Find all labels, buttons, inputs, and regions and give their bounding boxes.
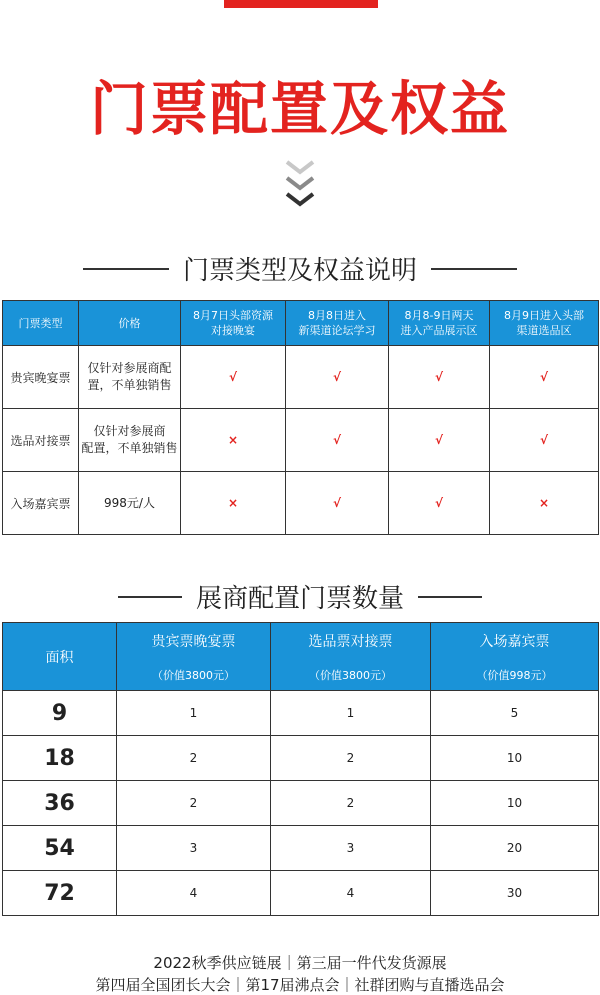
count-cell: 20 [431,826,599,871]
table-header: 面积 [3,623,117,691]
ticket-price: 仅针对参展商 配置，不单独销售 [79,409,181,472]
area-cell: 18 [3,736,117,781]
section-title-exhibitor-quota: 展商配置门票数量 [0,578,600,615]
check-icon: √ [286,409,389,472]
table-row [3,871,599,916]
count-cell: 1 [271,691,431,736]
check-icon: √ [181,346,286,409]
table-header: 贵宾票晚宴票 （价值3800元） [117,623,271,691]
table-row [3,736,599,781]
table-row [3,781,599,826]
table-row [3,691,599,736]
cross-icon: × [490,472,599,535]
check-icon: √ [490,409,599,472]
cross-icon: × [181,409,286,472]
table-header: 8月7日头部资源 对接晚宴 [181,301,286,346]
count-cell: 4 [271,871,431,916]
ticket-type: 入场嘉宾票 [3,472,79,535]
footer-line-1: 2022秋季供应链展｜第三届一件代发货源展 [153,954,447,972]
count-cell: 10 [431,781,599,826]
table-header: 门票类型 [3,301,79,346]
table-header: 8月9日进入头部 渠道选品区 [490,301,599,346]
ticket-rights-table [2,300,599,535]
check-icon: √ [389,472,490,535]
cross-icon: × [181,472,286,535]
table-row [3,472,599,535]
table-header: 8月8-9日两天 进入产品展示区 [389,301,490,346]
exhibitor-quota-table [2,622,599,916]
check-icon: √ [389,346,490,409]
check-icon: √ [490,346,599,409]
divider [83,268,169,270]
table-row [3,409,599,472]
area-cell: 9 [3,691,117,736]
check-icon: √ [286,346,389,409]
divider [118,596,182,598]
area-cell: 54 [3,826,117,871]
table-header: 8月8日进入 新渠道论坛学习 [286,301,389,346]
ticket-type: 选品对接票 [3,409,79,472]
section-title-ticket-types: 门票类型及权益说明 [0,250,600,287]
ticket-price: 仅针对参展商配 置，不单独销售 [79,346,181,409]
count-cell: 2 [271,736,431,781]
divider [431,268,517,270]
page-title: 门票配置及权益 [89,75,510,143]
count-cell: 30 [431,871,599,916]
area-cell: 72 [3,871,117,916]
count-cell: 5 [431,691,599,736]
count-cell: 4 [117,871,271,916]
check-icon: √ [389,409,490,472]
table-row [3,346,599,409]
chevron-down-icon [283,158,317,210]
table-row [3,826,599,871]
top-accent-bar [224,0,378,8]
count-cell: 3 [117,826,271,871]
area-cell: 36 [3,781,117,826]
table-header: 价格 [79,301,181,346]
count-cell: 1 [117,691,271,736]
table-header: 入场嘉宾票 （价值998元） [431,623,599,691]
count-cell: 2 [271,781,431,826]
count-cell: 3 [271,826,431,871]
count-cell: 10 [431,736,599,781]
check-icon: √ [286,472,389,535]
table-header: 选品票对接票 （价值3800元） [271,623,431,691]
ticket-type: 贵宾晚宴票 [3,346,79,409]
ticket-price: 998元/人 [79,472,181,535]
footer-line-2: 第四届全国团长大会｜第17届沸点会｜社群团购与直播选品会 [95,976,505,994]
divider [418,596,482,598]
count-cell: 2 [117,781,271,826]
count-cell: 2 [117,736,271,781]
